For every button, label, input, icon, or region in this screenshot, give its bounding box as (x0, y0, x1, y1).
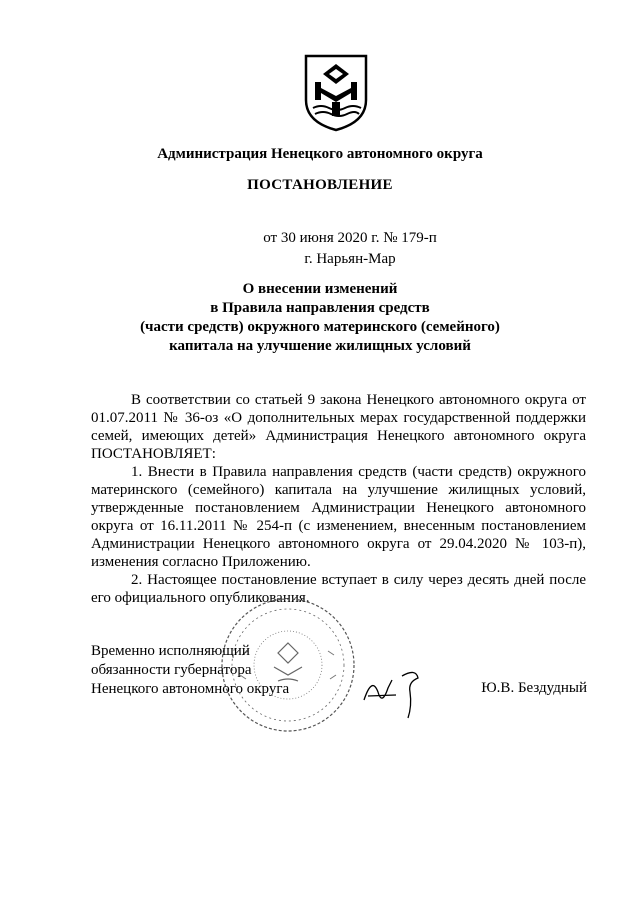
title-line: в Правила направления средств (210, 300, 430, 316)
title-line: капитала на улучшение жилищных условий (169, 338, 471, 354)
document-type: ПОСТАНОВЛЕНИЕ (247, 177, 393, 193)
preamble-paragraph: В соответствии со статьей 9 закона Ненецкого автономного округа от 01.07.2011 № 36-оз «О дополнительных мерах государственной поддержки семей, имеющих детей» Администрация Ненецкого автономного округа ПОСТАНОВЛЯЕТ: (91, 392, 586, 462)
title-line: (части средств) окружного материнского (семейного) (140, 319, 500, 335)
item-paragraph: 2. Настоящее постановление вступает в силу через десять дней после его официального опубликования. (91, 572, 586, 606)
date-block (0, 228, 640, 270)
coat-of-arms-icon (301, 52, 371, 132)
date-number: от 30 июня 2020 г. № 179-п (263, 230, 437, 246)
city: г. Нарьян-Мар (304, 251, 396, 267)
signatory-position (91, 642, 289, 699)
item-paragraph: 1. Внести в Правила направления средств (части средств) окружного материнского (семейного) капитала на улучшение жилищных условий, утвержденные постановлением Администрации Ненецкого автономного округа от 16.11.2011 № 254-п (с изменением, внесенным постановлением Администрации Ненецкого автономного округа от 29.04.2020 № 103-п), изменения согласно Приложению. (91, 464, 586, 570)
organization-title: Администрация Ненецкого автономного округа (157, 146, 483, 162)
position-line: Ненецкого автономного округа (91, 681, 290, 697)
document-title (0, 280, 640, 356)
title-line: О внесении изменений (242, 281, 398, 297)
position-line: Временно исполняющий (91, 643, 250, 659)
signatory-name: Ю.В. Бездудный (481, 680, 587, 696)
position-line: обязанности губернатора (91, 662, 252, 678)
document-body (91, 391, 586, 607)
handwritten-signature (358, 662, 438, 722)
